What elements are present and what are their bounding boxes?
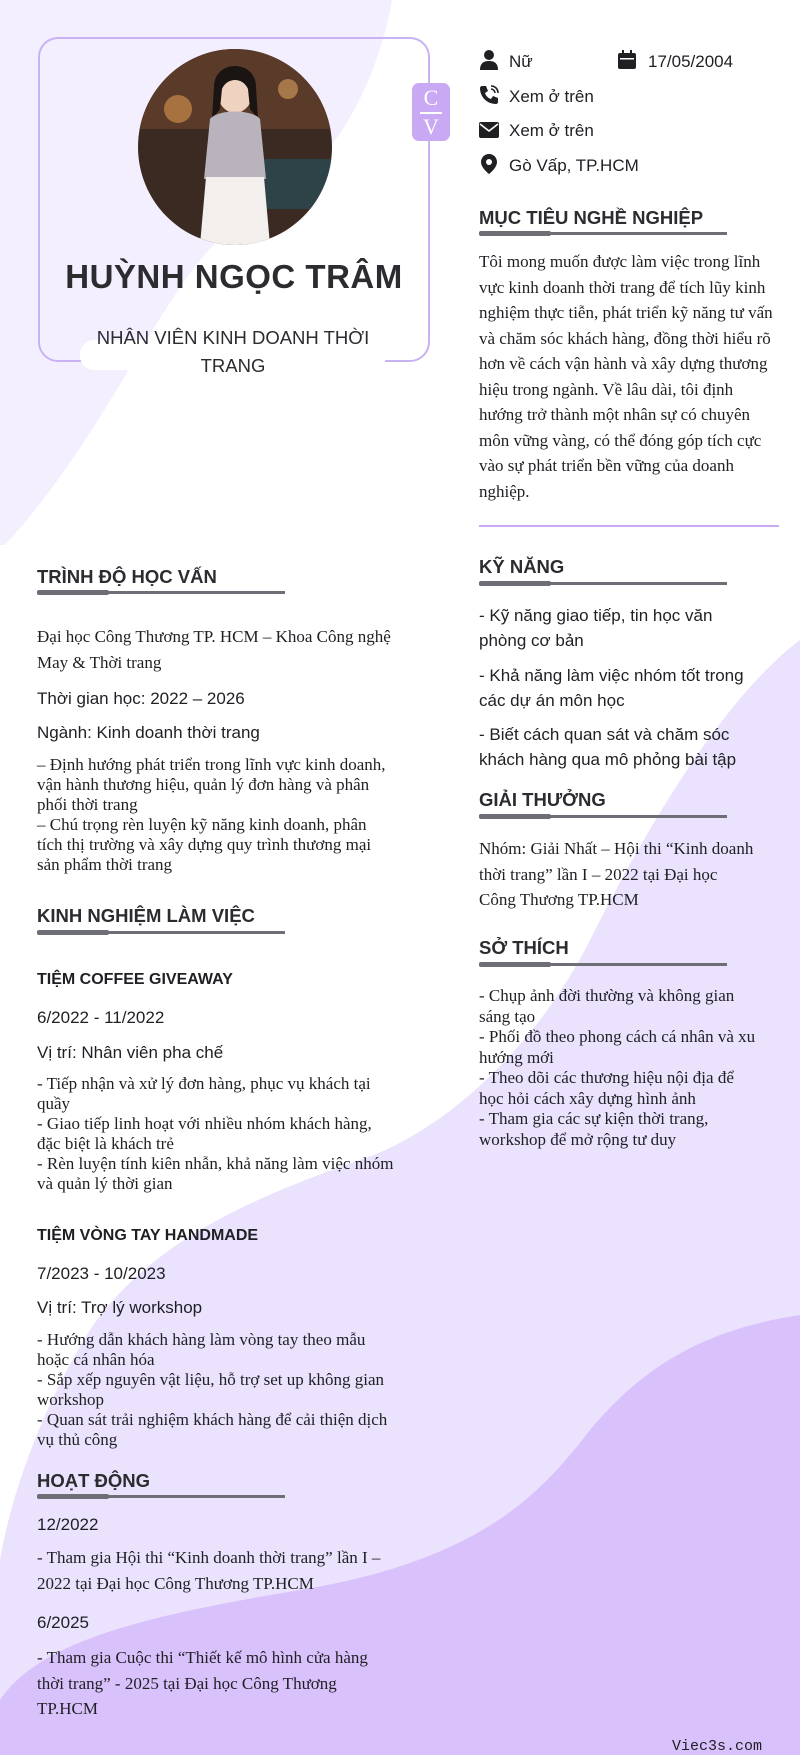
hobbies-heading: SỞ THÍCH	[479, 937, 569, 958]
education-details	[37, 755, 407, 875]
award-line: thời trang” lần I – 2022 tại Đại học	[479, 864, 718, 884]
job-company: TIỆM VÒNG TAY HANDMADE	[37, 1227, 259, 1244]
activity-text	[37, 1645, 407, 1722]
skills-underline	[479, 582, 727, 585]
skill-line: các dự án môn học	[479, 691, 625, 710]
education-period: Thời gian học: 2022 – 2026	[37, 689, 245, 708]
job-details	[37, 1330, 407, 1450]
hobby-line: workshop để mở rộng tư duy	[479, 1129, 677, 1149]
education-school-line: Đại học Công Thương TP. HCM – Khoa Công nghệ	[37, 627, 391, 646]
skill-line: - Kỹ năng giao tiếp, tin học văn	[479, 606, 713, 625]
hobby-line: - Chụp ảnh đời thường và không gian	[479, 986, 735, 1005]
objective-heading: MỤC TIÊU NGHỀ NGHIỆP	[479, 207, 704, 228]
objective-line: hướng trở thành một nhân sự có chuyên	[479, 405, 751, 424]
job-detail-line: - Rèn luyện tính kiên nhẫn, khả năng làm việc nhóm	[37, 1154, 394, 1173]
phone: Xem ở trên	[509, 87, 594, 106]
job-detail-line: - Tiếp nhận và xử lý đơn hàng, phục vụ khách tại	[37, 1074, 371, 1093]
education-school	[37, 624, 407, 675]
activity-line: - Tham gia Cuộc thi “Thiết kế mô hình cửa hàng	[37, 1648, 368, 1667]
hobby-line: - Theo dõi các thương hiệu nội địa để	[479, 1068, 734, 1087]
gender: Nữ	[509, 52, 533, 71]
cv-badge-v: V	[423, 114, 439, 139]
section-divider	[479, 525, 779, 527]
experience-underline	[37, 931, 285, 934]
phone-icon	[478, 84, 500, 106]
cv-badge	[412, 83, 450, 141]
address: Gò Vấp, TP.HCM	[509, 156, 639, 175]
hobby-line: hướng mới	[479, 1047, 554, 1067]
education-underline	[37, 591, 285, 594]
awards-underline	[479, 815, 727, 818]
education-heading: TRÌNH ĐỘ HỌC VẤN	[37, 566, 217, 587]
hobby-line: học hỏi cách xây dựng hình ảnh	[479, 1088, 696, 1108]
hobby-line: sáng tạo	[479, 1006, 536, 1026]
skills-heading: KỸ NĂNG	[479, 556, 565, 577]
email: Xem ở trên	[509, 121, 594, 140]
hobbies-underline	[479, 963, 727, 966]
objective-text	[479, 249, 779, 504]
award-line: Công Thương TP.HCM	[479, 890, 639, 909]
objective-line: nghiệp.	[479, 481, 530, 501]
location-pin-icon	[478, 153, 500, 175]
calendar-icon	[616, 49, 638, 71]
job-detail-line: - Sắp xếp nguyên vật liệu, hỗ trợ set up không gian	[37, 1370, 385, 1389]
education-school-line: May & Thời trang	[37, 652, 162, 672]
objective-line: Tôi mong muốn được làm việc trong lĩnh	[479, 252, 761, 271]
skill-item	[479, 663, 755, 713]
job-position: Vị trí: Nhân viên pha chế	[37, 1043, 224, 1062]
awards-heading: GIẢI THƯỞNG	[479, 789, 606, 810]
activity-line: thời trang” - 2025 tại Đại học Công Thương	[37, 1673, 337, 1693]
skill-line: khách hàng qua mô phỏng bài tập	[479, 750, 737, 769]
objective-line: hơn về cách vận hành và xây dựng thương	[479, 354, 768, 373]
job-period: 7/2023 - 10/2023	[37, 1264, 166, 1283]
job-title: NHÂN VIÊN KINH DOANH THỜI TRANG	[96, 327, 370, 376]
footer-watermark: Viec3s.com	[672, 1738, 763, 1755]
job-detail-line: và quản lý thời gian	[37, 1174, 173, 1193]
job-detail-line: hoặc cá nhân hóa	[37, 1350, 155, 1369]
education-detail-line: tích thị trường và xây dựng quy trình thương mại	[37, 835, 372, 854]
full-name: HUỲNH NGỌC TRÂM	[65, 258, 403, 295]
skill-item	[479, 722, 755, 772]
objective-line: vào sự phát triển bền vững của doanh	[479, 456, 734, 475]
skill-line: phòng cơ bản	[479, 631, 584, 650]
job-detail-line: quầy	[37, 1094, 71, 1113]
activity-date: 6/2025	[37, 1613, 89, 1632]
skill-line: - Khả năng làm việc nhóm tốt trong	[479, 666, 744, 685]
avatar	[138, 49, 332, 245]
activity-line: - Tham gia Hội thi “Kinh doanh thời trang” lần I –	[37, 1548, 381, 1567]
experience-heading: KINH NGHIỆM LÀM VIỆC	[37, 905, 255, 926]
education-detail-line: – Định hướng phát triển trong lĩnh vực kinh doanh,	[37, 755, 386, 774]
objective-line: vực kinh doanh thời trang để tích lũy kinh	[479, 277, 766, 297]
job-position: Vị trí: Trợ lý workshop	[37, 1298, 203, 1317]
education-detail-line: vận hành thương hiệu, quản lý đơn hàng và phân	[37, 775, 370, 794]
award-line: Nhóm: Giải Nhất – Hội thi “Kinh doanh	[479, 839, 754, 858]
job-detail-line: vụ thủ công	[37, 1430, 118, 1449]
education-major: Ngành: Kinh doanh thời trang	[37, 723, 260, 742]
objective-line: nghiệm thực tiễn, phát triển kỹ năng tư vấn	[479, 303, 773, 322]
education-detail-line: – Chú trọng rèn luyện kỹ năng kinh doanh, phân	[37, 815, 367, 834]
activity-text	[37, 1545, 407, 1596]
job-details	[37, 1074, 407, 1194]
activity-line: TP.HCM	[37, 1699, 98, 1718]
activities-underline	[37, 1495, 285, 1498]
skill-line: - Biết cách quan sát và chăm sóc	[479, 725, 730, 744]
job-company: TIỆM COFFEE GIVEAWAY	[37, 971, 233, 988]
job-detail-line: - Hướng dẫn khách hàng làm vòng tay theo mẫu	[37, 1330, 366, 1349]
hobby-line: - Tham gia các sự kiện thời trang,	[479, 1109, 709, 1128]
objective-line: môn vững vàng, có thể đóng góp tích cực	[479, 430, 762, 450]
activity-date: 12/2022	[37, 1515, 99, 1534]
activities-heading: HOẠT ĐỘNG	[37, 1470, 151, 1491]
job-period: 6/2022 - 11/2022	[37, 1008, 165, 1027]
job-detail-line: đặc biệt là khách trẻ	[37, 1134, 174, 1153]
education-detail-line: sản phẩm thời trang	[37, 855, 173, 874]
hobby-line: - Phối đồ theo phong cách cá nhân và xu	[479, 1027, 756, 1046]
activity-line: 2022 tại Đại học Công Thương TP.HCM	[37, 1573, 314, 1593]
objective-line: hiệu trong ngành. Về lâu dài, tôi định	[479, 379, 734, 399]
job-detail-line: workshop	[37, 1390, 105, 1409]
objective-underline	[479, 232, 727, 235]
birthdate: 17/05/2004	[648, 52, 734, 71]
hobbies-text	[479, 986, 779, 1150]
cv-badge-c: C	[423, 85, 439, 110]
envelope-icon	[478, 119, 500, 141]
skill-item	[479, 603, 755, 653]
person-icon	[478, 49, 500, 71]
objective-line: và chăm sóc khách hàng, đồng thời hiểu rõ	[479, 328, 771, 348]
awards-text	[479, 836, 779, 913]
job-detail-line: - Quan sát trải nghiệm khách hàng để cải thiện dịch	[37, 1410, 388, 1429]
education-detail-line: phối thời trang	[37, 795, 138, 814]
job-detail-line: - Giao tiếp linh hoạt với nhiều nhóm khách hàng,	[37, 1114, 372, 1133]
